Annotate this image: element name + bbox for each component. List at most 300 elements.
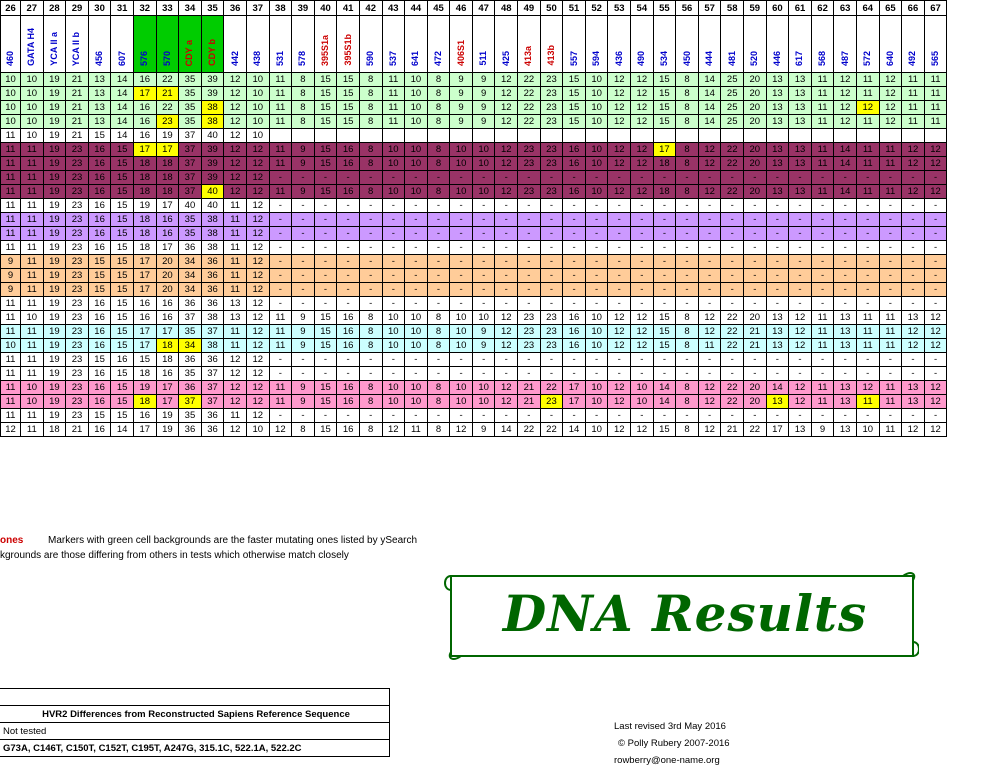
marker-value: 12 — [879, 73, 902, 87]
marker-value: 10 — [21, 73, 44, 87]
marker-value: 11 — [21, 325, 44, 339]
marker-value: - — [563, 409, 586, 423]
marker-value: 11 — [856, 73, 879, 87]
marker-value: 12 — [631, 423, 654, 437]
marker-value: 23 — [66, 409, 89, 423]
marker-value: 12 — [224, 87, 247, 101]
marker-value: - — [924, 409, 947, 423]
marker-value: - — [382, 367, 405, 381]
marker-value: 17 — [133, 87, 156, 101]
marker-value: 12 — [698, 143, 721, 157]
marker-value: - — [495, 255, 518, 269]
marker-number: 64 — [856, 1, 879, 16]
marker-value: 11 — [879, 143, 902, 157]
marker-value: 17 — [563, 395, 586, 409]
marker-value: 12 — [902, 143, 925, 157]
marker-value: 15 — [88, 255, 111, 269]
marker-value: - — [721, 213, 744, 227]
marker-value: 11 — [856, 395, 879, 409]
marker-value: 9 — [292, 381, 315, 395]
marker-value: - — [902, 255, 925, 269]
marker-value: - — [518, 283, 541, 297]
marker-value: 36 — [201, 297, 224, 311]
marker-value: 12 — [879, 87, 902, 101]
marker-value: - — [472, 255, 495, 269]
marker-value: 13 — [88, 115, 111, 129]
marker-value: 16 — [156, 311, 179, 325]
legend-label: ones — [0, 535, 24, 546]
marker-value: 15 — [314, 143, 337, 157]
marker-value: - — [359, 241, 382, 255]
marker-value: 23 — [540, 395, 563, 409]
marker-number: 48 — [495, 1, 518, 16]
marker-value: 16 — [337, 423, 360, 437]
marker-value: 15 — [314, 339, 337, 353]
marker-value — [540, 129, 563, 143]
marker-value: 10 — [585, 143, 608, 157]
marker-value: 12 — [631, 311, 654, 325]
marker-value: 10 — [585, 157, 608, 171]
marker-value: 8 — [427, 101, 450, 115]
marker-value: 34 — [179, 269, 202, 283]
marker-value: 13 — [834, 325, 857, 339]
marker-value: 13 — [789, 157, 812, 171]
marker-value: 15 — [337, 115, 360, 129]
marker-value: - — [518, 353, 541, 367]
marker-value: 21 — [66, 129, 89, 143]
marker-value: - — [744, 227, 767, 241]
marker-value: - — [744, 241, 767, 255]
marker-value: 10 — [405, 73, 428, 87]
marker-value: - — [563, 269, 586, 283]
marker-name-cell — [246, 16, 269, 73]
marker-value: - — [450, 171, 473, 185]
marker-value: - — [540, 353, 563, 367]
marker-value: - — [879, 367, 902, 381]
marker-value: 10 — [856, 423, 879, 437]
marker-value: 8 — [427, 325, 450, 339]
marker-value: 13 — [834, 311, 857, 325]
marker-value: 13 — [766, 339, 789, 353]
marker-value: 10 — [585, 395, 608, 409]
marker-value: 11 — [21, 423, 44, 437]
marker-value: 14 — [766, 381, 789, 395]
marker-value: - — [676, 241, 699, 255]
marker-value: 16 — [88, 157, 111, 171]
marker-value: - — [495, 297, 518, 311]
marker-value: - — [721, 171, 744, 185]
marker-value: - — [631, 269, 654, 283]
marker-value: - — [834, 353, 857, 367]
marker-value: 12 — [631, 101, 654, 115]
marker-number: 53 — [608, 1, 631, 16]
marker-value: - — [450, 283, 473, 297]
marker-value: - — [721, 227, 744, 241]
marker-value: 39 — [201, 143, 224, 157]
marker-value: - — [359, 269, 382, 283]
marker-value: 19 — [133, 381, 156, 395]
marker-value: 16 — [133, 297, 156, 311]
marker-value: 11 — [811, 395, 834, 409]
marker-value: 11 — [21, 339, 44, 353]
marker-value: - — [427, 283, 450, 297]
marker-value: 9 — [292, 311, 315, 325]
marker-value: 12 — [924, 339, 947, 353]
marker-name-cell — [179, 16, 202, 73]
banner-title: DNA Results — [502, 584, 868, 643]
marker-name-cell — [585, 16, 608, 73]
marker-value: 16 — [156, 297, 179, 311]
marker-value: - — [518, 199, 541, 213]
marker-value: 22 — [156, 101, 179, 115]
marker-value: 22 — [540, 381, 563, 395]
marker-value: 14 — [698, 73, 721, 87]
marker-value: 10 — [21, 381, 44, 395]
marker-value: 8 — [427, 311, 450, 325]
marker-value: - — [698, 283, 721, 297]
marker-number: 63 — [834, 1, 857, 16]
marker-value: 12 — [902, 423, 925, 437]
marker-value: - — [518, 227, 541, 241]
marker-value: 9 — [292, 185, 315, 199]
marker-value: 12 — [246, 255, 269, 269]
marker-value: - — [698, 367, 721, 381]
marker-value: 12 — [789, 395, 812, 409]
marker-value — [359, 129, 382, 143]
marker-value: 10 — [472, 311, 495, 325]
marker-value: 9 — [450, 73, 473, 87]
marker-value: 23 — [66, 241, 89, 255]
marker-value: 15 — [653, 423, 676, 437]
marker-value: 12 — [246, 213, 269, 227]
marker-value: 12 — [698, 325, 721, 339]
marker-value: - — [337, 367, 360, 381]
marker-name-cell — [314, 16, 337, 73]
marker-value: - — [292, 171, 315, 185]
marker-value: - — [472, 409, 495, 423]
marker-value: - — [450, 353, 473, 367]
marker-value: 11 — [269, 339, 292, 353]
marker-value: 9 — [472, 423, 495, 437]
marker-value: 12 — [902, 325, 925, 339]
marker-value: - — [698, 241, 721, 255]
marker-value: 10 — [585, 73, 608, 87]
marker-value: 22 — [721, 143, 744, 157]
marker-value: - — [811, 241, 834, 255]
email-link[interactable]: rowberry@one-name.org — [614, 755, 720, 766]
marker-value: 37 — [179, 185, 202, 199]
marker-value: 10 — [472, 395, 495, 409]
marker-value: 10 — [450, 143, 473, 157]
marker-value: 25 — [721, 87, 744, 101]
marker-value: - — [608, 269, 631, 283]
marker-value: 18 — [156, 185, 179, 199]
marker-value: 8 — [427, 185, 450, 199]
marker-value: - — [811, 255, 834, 269]
marker-value: 36 — [201, 283, 224, 297]
hvr2-title: HVR2 Differences from Reconstructed Sapiens Reference Sequence — [0, 706, 390, 723]
marker-value: - — [902, 353, 925, 367]
marker-value: - — [698, 297, 721, 311]
marker-value: - — [472, 227, 495, 241]
marker-value: 15 — [314, 325, 337, 339]
marker-name: 492 — [907, 50, 918, 66]
marker-value: 17 — [766, 423, 789, 437]
marker-name: 446 — [771, 50, 782, 66]
marker-value — [472, 129, 495, 143]
marker-value: 37 — [179, 143, 202, 157]
marker-value: 20 — [744, 395, 767, 409]
marker-value: 40 — [201, 199, 224, 213]
marker-value: - — [766, 171, 789, 185]
marker-value: 15 — [88, 353, 111, 367]
marker-value: 11 — [811, 115, 834, 129]
marker-value: 11 — [856, 311, 879, 325]
marker-value: - — [608, 241, 631, 255]
marker-value: 10 — [631, 381, 654, 395]
marker-value: 16 — [337, 157, 360, 171]
marker-value: 37 — [179, 171, 202, 185]
marker-value: - — [789, 269, 812, 283]
marker-value: - — [789, 367, 812, 381]
marker-value: 13 — [789, 423, 812, 437]
marker-value: 8 — [359, 381, 382, 395]
marker-number: 47 — [472, 1, 495, 16]
marker-value: - — [856, 227, 879, 241]
marker-value: - — [405, 241, 428, 255]
marker-value: 10 — [382, 185, 405, 199]
marker-value: - — [314, 297, 337, 311]
marker-value: 11 — [269, 311, 292, 325]
marker-value: 13 — [766, 325, 789, 339]
marker-value: 19 — [43, 171, 66, 185]
table-row — [1, 241, 947, 255]
table-row — [1, 213, 947, 227]
marker-value: 15 — [653, 115, 676, 129]
dna-results-banner — [441, 570, 919, 662]
marker-value: - — [811, 213, 834, 227]
marker-value: 13 — [902, 381, 925, 395]
marker-value: 14 — [834, 185, 857, 199]
marker-value: - — [631, 241, 654, 255]
marker-value: 10 — [246, 115, 269, 129]
marker-value: - — [766, 227, 789, 241]
marker-value: 12 — [698, 157, 721, 171]
marker-value: 10 — [472, 185, 495, 199]
marker-value: 15 — [314, 185, 337, 199]
marker-name: 456 — [94, 50, 105, 66]
marker-value: 15 — [111, 381, 134, 395]
marker-number: 66 — [902, 1, 925, 16]
marker-value: 15 — [563, 101, 586, 115]
marker-name: 487 — [839, 50, 850, 66]
marker-value: 16 — [88, 325, 111, 339]
marker-name: 442 — [229, 50, 240, 66]
marker-name-cell — [88, 16, 111, 73]
copyright: © Polly Rubery 2007-2016 — [618, 738, 730, 749]
marker-value: - — [495, 199, 518, 213]
marker-value: 11 — [21, 227, 44, 241]
marker-number: 40 — [314, 1, 337, 16]
marker-value: 16 — [133, 311, 156, 325]
marker-value: 15 — [314, 395, 337, 409]
marker-value: 17 — [156, 199, 179, 213]
marker-value: 19 — [43, 157, 66, 171]
marker-number: 50 — [540, 1, 563, 16]
marker-name-cell — [518, 16, 541, 73]
marker-value: 12 — [924, 185, 947, 199]
marker-number: 60 — [766, 1, 789, 16]
marker-value: 12 — [698, 311, 721, 325]
marker-value: - — [472, 297, 495, 311]
marker-value: 15 — [111, 311, 134, 325]
marker-value: 8 — [427, 423, 450, 437]
marker-value: 11 — [811, 143, 834, 157]
marker-value: 9 — [1, 283, 21, 297]
marker-value: 16 — [563, 143, 586, 157]
marker-value: - — [450, 297, 473, 311]
marker-value: 12 — [495, 339, 518, 353]
marker-value: 11 — [21, 269, 44, 283]
marker-number: 45 — [427, 1, 450, 16]
marker-value: 19 — [43, 381, 66, 395]
marker-number: 26 — [1, 1, 21, 16]
marker-value: - — [744, 409, 767, 423]
marker-number: 35 — [201, 1, 224, 16]
marker-value: 12 — [224, 115, 247, 129]
marker-value: 11 — [1, 157, 21, 171]
marker-value: - — [744, 255, 767, 269]
marker-value: - — [856, 255, 879, 269]
marker-value: 15 — [314, 73, 337, 87]
marker-value: 21 — [518, 395, 541, 409]
marker-value: - — [292, 227, 315, 241]
marker-value: 16 — [88, 423, 111, 437]
marker-value: - — [676, 227, 699, 241]
table-row — [1, 87, 947, 101]
marker-value: - — [631, 353, 654, 367]
marker-value: 9 — [811, 423, 834, 437]
marker-value: - — [427, 213, 450, 227]
marker-number: 55 — [653, 1, 676, 16]
marker-value: 39 — [201, 73, 224, 87]
marker-number: 65 — [879, 1, 902, 16]
marker-value: 23 — [66, 269, 89, 283]
marker-value: 11 — [1, 409, 21, 423]
marker-value: 21 — [66, 423, 89, 437]
marker-value: - — [879, 283, 902, 297]
marker-value: 17 — [133, 269, 156, 283]
marker-value: 18 — [156, 353, 179, 367]
marker-value: 12 — [631, 87, 654, 101]
marker-value: - — [472, 269, 495, 283]
marker-name-cell — [495, 16, 518, 73]
marker-value: 19 — [43, 409, 66, 423]
marker-value: 10 — [631, 395, 654, 409]
marker-name-cell — [698, 16, 721, 73]
marker-value: 11 — [1, 171, 21, 185]
marker-value: - — [405, 297, 428, 311]
marker-value: 36 — [179, 381, 202, 395]
marker-value: 8 — [292, 101, 315, 115]
marker-name-cell — [811, 16, 834, 73]
marker-name-cell — [789, 16, 812, 73]
marker-value: 19 — [43, 395, 66, 409]
marker-value: 14 — [834, 157, 857, 171]
marker-value: - — [924, 213, 947, 227]
marker-name: GATA H4 — [26, 28, 37, 66]
marker-value: - — [585, 213, 608, 227]
marker-value: 13 — [902, 395, 925, 409]
marker-value: 13 — [766, 185, 789, 199]
marker-value: 23 — [518, 185, 541, 199]
marker-value: 11 — [1, 143, 21, 157]
marker-value: 12 — [495, 185, 518, 199]
marker-value: 10 — [472, 143, 495, 157]
marker-value: 8 — [359, 311, 382, 325]
marker-name-cell — [450, 16, 473, 73]
marker-value — [924, 129, 947, 143]
marker-value: 16 — [156, 213, 179, 227]
marker-name-cell — [924, 16, 947, 73]
marker-value: 19 — [133, 199, 156, 213]
marker-value: 15 — [653, 339, 676, 353]
marker-value: 8 — [676, 325, 699, 339]
marker-value: 16 — [337, 143, 360, 157]
marker-value: - — [631, 171, 654, 185]
marker-value: 11 — [269, 157, 292, 171]
marker-value: - — [902, 199, 925, 213]
marker-value: - — [653, 255, 676, 269]
marker-value: - — [540, 227, 563, 241]
marker-value: 20 — [744, 73, 767, 87]
marker-value: 22 — [721, 339, 744, 353]
marker-value: 23 — [66, 311, 89, 325]
marker-name: 481 — [726, 50, 737, 66]
marker-value: 12 — [246, 199, 269, 213]
marker-value: 25 — [721, 101, 744, 115]
marker-value: 10 — [585, 87, 608, 101]
marker-value: 12 — [246, 339, 269, 353]
marker-value: 20 — [744, 311, 767, 325]
marker-name-cell — [43, 16, 66, 73]
marker-value: - — [676, 199, 699, 213]
table-row — [1, 101, 947, 115]
marker-value: 11 — [224, 325, 247, 339]
marker-value: 17 — [156, 381, 179, 395]
marker-value — [789, 129, 812, 143]
marker-value: - — [653, 283, 676, 297]
marker-value: 12 — [631, 115, 654, 129]
marker-value: - — [427, 171, 450, 185]
marker-value: - — [269, 353, 292, 367]
marker-value: - — [789, 283, 812, 297]
marker-value: 10 — [382, 143, 405, 157]
marker-value — [269, 129, 292, 143]
marker-number: 32 — [133, 1, 156, 16]
marker-value: - — [359, 199, 382, 213]
marker-value: 23 — [540, 185, 563, 199]
marker-value: 19 — [43, 101, 66, 115]
marker-value: - — [834, 199, 857, 213]
marker-value: 12 — [224, 157, 247, 171]
marker-value: 16 — [337, 185, 360, 199]
marker-value: 35 — [179, 227, 202, 241]
marker-value: 12 — [246, 241, 269, 255]
marker-value — [676, 129, 699, 143]
marker-value: 12 — [224, 395, 247, 409]
marker-value: 23 — [66, 353, 89, 367]
